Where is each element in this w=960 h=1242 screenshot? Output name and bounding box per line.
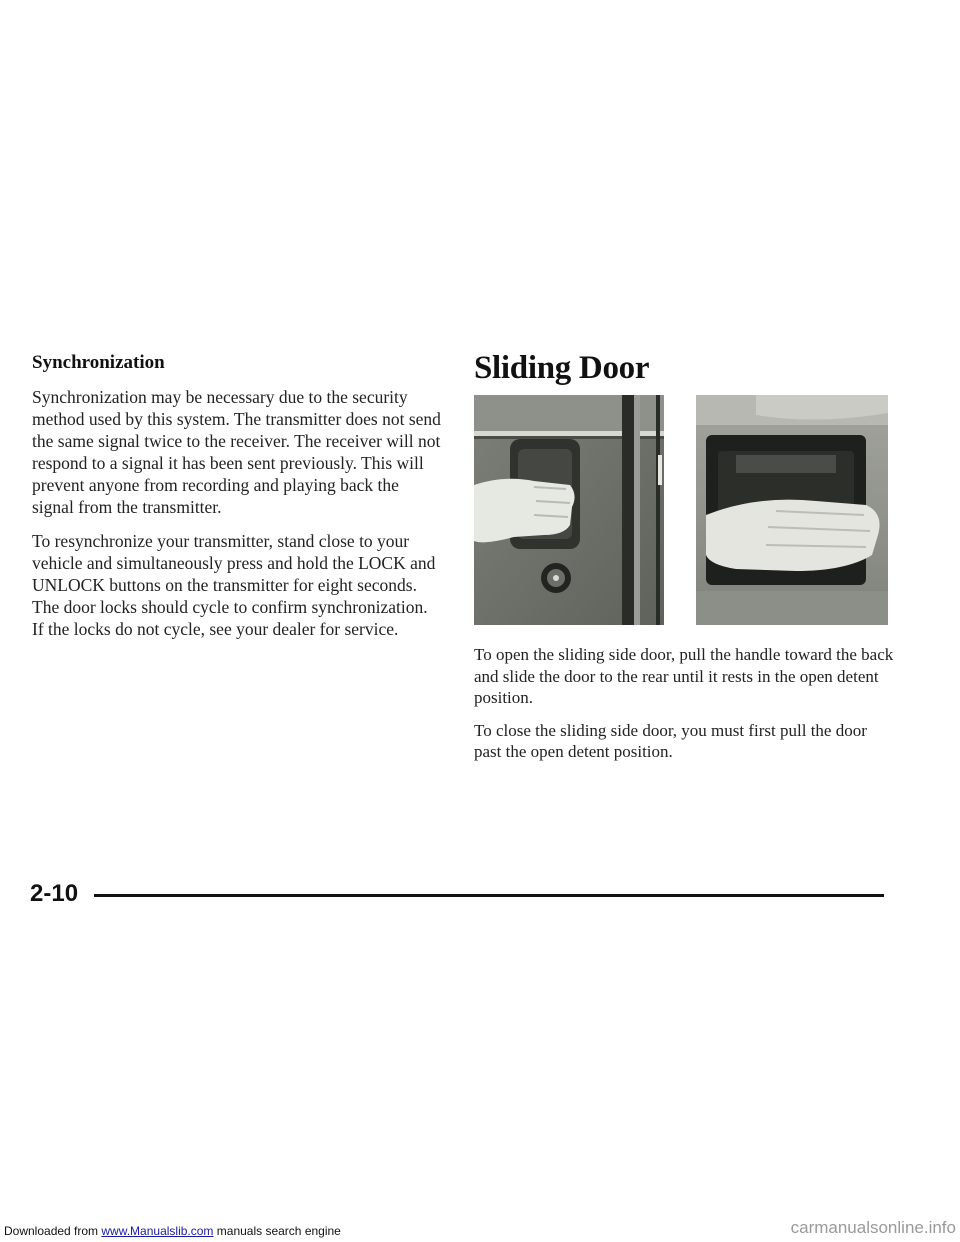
sliding-door-photos [474, 395, 888, 625]
download-suffix: manuals search engine [213, 1224, 341, 1238]
paragraph: Synchronization may be necessary due to the security method used by this system. The transmitter does not send the same signal twice to the receiver. The receiver will not respond to a signal it has been sent previously. This will prevent anyone from recording and playing back the signal from the transmitter. [32, 387, 441, 517]
sliding-door-heading-block [474, 350, 894, 387]
paragraph: To open the sliding side door, pull the handle toward the back and slide the door to the rear until it rests in the open detent position. [474, 645, 894, 707]
page-title: Sliding Door [474, 350, 650, 386]
download-prefix: Downloaded from [4, 1224, 102, 1238]
page-number: 2-10 [30, 880, 79, 907]
download-attribution [4, 1224, 341, 1238]
watermark: carmanualsonline.info [790, 1218, 956, 1237]
footer-divider [94, 894, 884, 897]
section-heading: Synchronization [32, 352, 165, 373]
door-handle-photo [474, 395, 664, 625]
paragraph: To resynchronize your transmitter, stand close to your vehicle and simultaneously press and hold the LOCK and UNLOCK buttons on the transmitter for eight seconds. The door locks should cycle to confirm synchronization. If the locks do not cycle, see your dealer for service. [32, 531, 436, 639]
paragraph: To close the sliding side door, you must first pull the door past the open detent position. [474, 720, 867, 761]
page-footer [30, 880, 884, 910]
synchronization-section [32, 352, 442, 652]
manualslib-link[interactable]: www.Manualslib.com [101, 1224, 214, 1238]
sliding-door-instructions [474, 644, 894, 774]
sliding-door-interior-photo [696, 395, 888, 625]
